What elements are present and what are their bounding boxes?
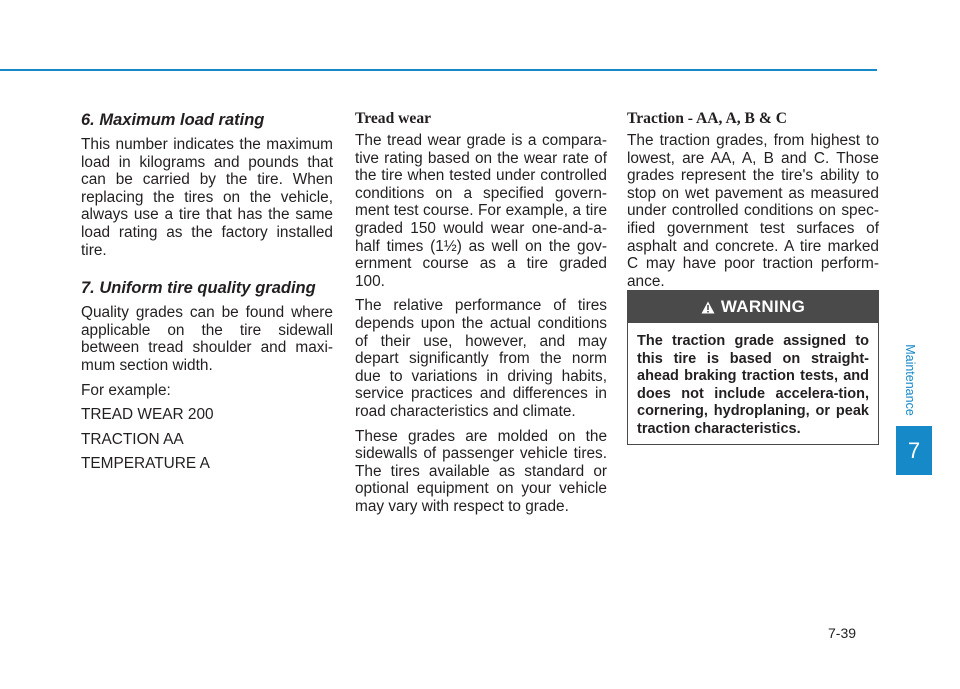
column-middle [355, 110, 607, 522]
paragraph-quality-grades: Quality grades can be found where applicable on the tire sidewall between tread shoulder and maxi-mum section width. [81, 304, 333, 374]
chapter-tab [896, 426, 932, 475]
text-traction-example: TRACTION AA [81, 430, 184, 448]
paragraph-traction-grades: The traction grades, from highest to lowest, are AA, A, B and C. Those grades represent the tire's ability to stop on wet pavement as measured under controlled conditions on spec-ified government test surfaces of asphalt and concrete. A tire marked C may have poor traction perform-ance. [627, 132, 879, 290]
warning-triangle-icon [701, 301, 715, 314]
text-temperature-example: TEMPERATURE A [81, 455, 210, 473]
text-for-example: For example: [81, 381, 171, 399]
page-number: 7-39 [828, 625, 857, 641]
column-left [81, 110, 333, 480]
paragraph-load-rating: This number indicates the maximum load in kilograms and pounds that can be carried by the tire. When replacing the tires on the vehicle, always use a tire that has the same load rating as the factory installed tire. [81, 136, 333, 259]
warning-text: The traction grade assigned to this tire is based on straight-ahead braking traction tests, and does not include accelera-tion, cornering, hydroplaning, or peak traction characteristics. [637, 333, 869, 437]
section-label [892, 340, 928, 420]
paragraph-tread-wear-grade: The tread wear grade is a compara-tive rating based on the wear rate of the tire when tested under controlled conditions on a specified govern-ment test course. For example, a tire graded 150 would wear one-and-a-half times (1½) as well on the gov-ernment course as a tire graded 100. [355, 132, 607, 290]
warning-header [628, 291, 878, 323]
header-rule [0, 69, 877, 71]
heading-traction: Traction - AA, A, B & C [627, 110, 787, 127]
warning-box [627, 290, 879, 445]
heading-uniform-tire-quality-grading: 7. Uniform tire quality grading [81, 279, 316, 298]
section-label-text: Maintenance [903, 344, 918, 416]
paragraph-relative-performance: The relative performance of tires depends upon the actual conditions of their use, however, and may depart significantly from the norm due to variations in driving habits, service practices and differences in road characteristics and climate. [355, 297, 607, 420]
heading-maximum-load-rating: 6. Maximum load rating [81, 111, 265, 129]
paragraph-grades-molded: These grades are molded on the sidewalls of passenger vehicle tires. The tires available as standard or optional equipment on your vehicle may vary with respect to grade. [355, 427, 607, 515]
chapter-number: 7 [907, 437, 921, 463]
column-right [627, 110, 879, 297]
warning-title: WARNING [720, 297, 806, 316]
text-tread-wear-example: TREAD WEAR 200 [81, 406, 214, 424]
heading-tread-wear: Tread wear [355, 110, 432, 127]
